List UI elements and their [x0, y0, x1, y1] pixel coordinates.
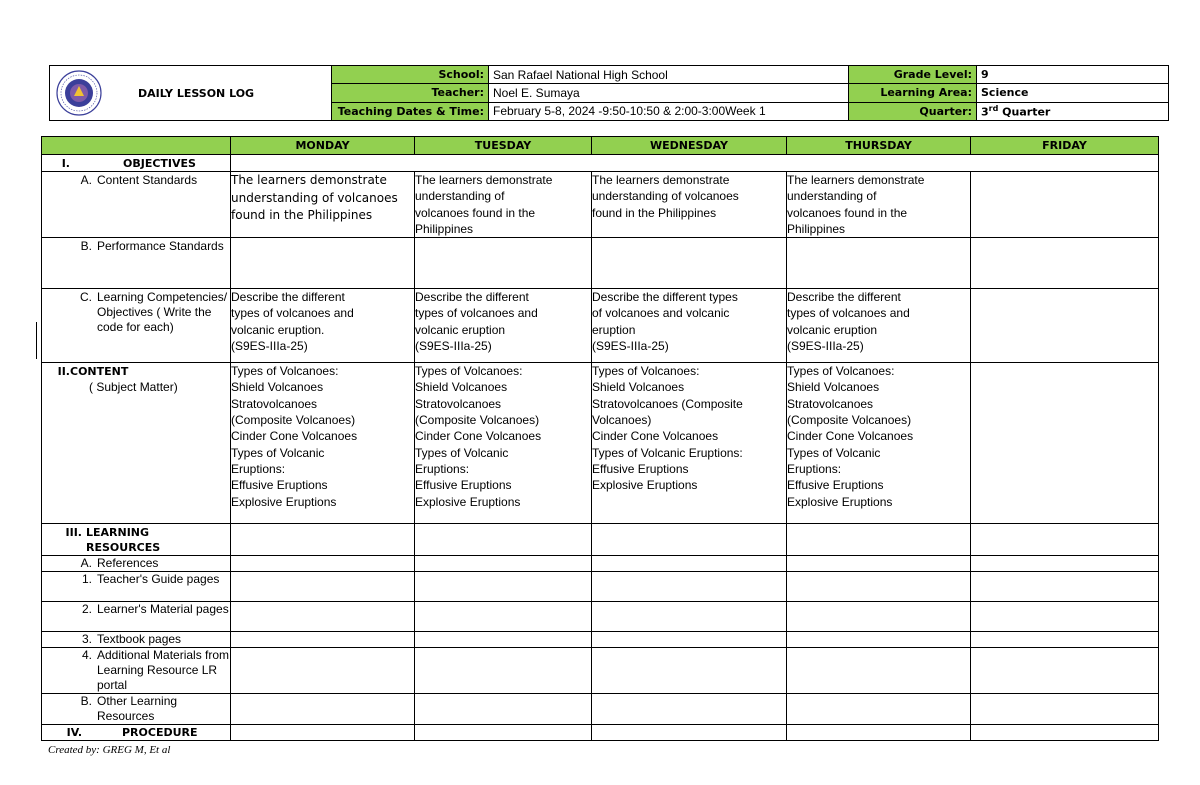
quarter-suffix: rd [988, 104, 999, 113]
friday-procedure [971, 725, 1159, 741]
resources-row [42, 524, 1159, 556]
thursday-content-standards [787, 172, 971, 238]
references-label: References [97, 556, 159, 571]
tuesday-content [415, 363, 592, 524]
wednesday-content [592, 363, 787, 524]
additional-materials-num: 4. [81, 648, 92, 663]
text-line: Types of Volcanic [787, 445, 881, 460]
thursday-content [787, 363, 971, 524]
friday-content-standards [971, 172, 1159, 238]
text-line: Explosive Eruptions [231, 494, 337, 509]
text-line: understanding of [787, 189, 877, 204]
text-line: of volcanoes and volcanic [592, 306, 730, 321]
learners-material-row [42, 602, 1159, 632]
thursday-textbook [787, 632, 971, 648]
teacher-label: Teacher: [332, 84, 489, 102]
text-line: The learners demonstrate [231, 173, 387, 187]
tuesday-procedure [415, 725, 592, 741]
quarter-number: 3 [981, 105, 989, 119]
text-line: understanding of volcanoes [592, 189, 739, 204]
other-resources-label-cell [42, 694, 231, 725]
text-line: The learners demonstrate [415, 173, 553, 187]
friday-other-resources [971, 694, 1159, 725]
text-line: types of volcanoes and [415, 306, 538, 321]
learning-area-value: Science [977, 84, 1169, 102]
text-line: (S9ES-IIIa-25) [415, 339, 492, 354]
monday-content [231, 363, 415, 524]
monday-content-standards [231, 172, 415, 238]
text-line: understanding of volcanoes [231, 190, 398, 205]
day-thursday: THURSDAY [787, 137, 971, 155]
monday-procedure [231, 725, 415, 741]
content-num: II. [57, 365, 70, 379]
day-wednesday: WEDNESDAY [592, 137, 787, 155]
margin-line [36, 322, 37, 359]
thursday-teachers-guide [787, 572, 971, 602]
text-line: Types of Volcanoes: [231, 364, 339, 379]
text-line: The learners demonstrate [787, 173, 925, 187]
textbook-num: 3. [81, 632, 92, 647]
other-resources-num: B. [80, 694, 92, 709]
text-line: Stratovolcanoes [231, 396, 318, 411]
day-monday: MONDAY [231, 137, 415, 155]
text-line: Explosive Eruptions [415, 494, 521, 509]
text-line: Stratovolcanoes [787, 396, 874, 411]
monday-teachers-guide [231, 572, 415, 602]
content-standards-label-cell [42, 172, 231, 238]
monday-references [231, 556, 415, 572]
thursday-other-resources [787, 694, 971, 725]
competencies-label-cell [42, 289, 231, 363]
thursday-performance-standards [787, 238, 971, 289]
thursday-references [787, 556, 971, 572]
thursday-competency [787, 289, 971, 363]
text-line: Eruptions: [787, 461, 842, 476]
monday-other-resources [231, 694, 415, 725]
tuesday-references [415, 556, 592, 572]
quarter-word: Quarter [998, 105, 1051, 119]
wednesday-resources [592, 524, 787, 556]
competencies-num: C. [80, 290, 92, 305]
text-line: Describe the different types [592, 290, 738, 305]
wednesday-additional-materials [592, 648, 787, 694]
teaching-dates-value: February 5-8, 2024 -9:50-10:50 & 2:00-3:00Week 1 [489, 102, 849, 120]
friday-resources [971, 524, 1159, 556]
text-line: Types of Volcanic [415, 445, 509, 460]
thursday-additional-materials [787, 648, 971, 694]
text-line: Cinder Cone Volcanoes [231, 429, 358, 444]
text-line: types of volcanoes and [231, 306, 354, 321]
wednesday-performance-standards [592, 238, 787, 289]
teacher-value: Noel E. Sumaya [489, 84, 849, 102]
references-row [42, 556, 1159, 572]
other-resources-row [42, 694, 1159, 725]
text-line: found in the Philippines [592, 205, 717, 220]
learners-material-label: Learner's Material pages [97, 602, 229, 617]
text-line: Effusive Eruptions [415, 478, 512, 493]
textbook-row [42, 632, 1159, 648]
lesson-grid [41, 136, 1159, 741]
text-line: Cinder Cone Volcanoes [592, 429, 719, 444]
procedure-label-cell [42, 725, 231, 741]
wednesday-learners-material [592, 602, 787, 632]
content-label-cell [42, 363, 231, 524]
competencies-label: Learning Competencies/ Objectives ( Write the code for each) [97, 290, 228, 335]
text-line: Shield Volcanoes [415, 380, 508, 395]
text-line: volcanoes found in the [787, 205, 908, 220]
tuesday-performance-standards [415, 238, 592, 289]
tuesday-competency [415, 289, 592, 363]
text-line: Types of Volcanoes: [787, 364, 895, 379]
monday-resources [231, 524, 415, 556]
text-line: Philippines [787, 221, 846, 236]
text-line: Effusive Eruptions [592, 461, 689, 476]
text-line: Effusive Eruptions [787, 478, 884, 493]
tuesday-content-standards [415, 172, 592, 238]
quarter-value [977, 102, 1169, 120]
text-line: (S9ES-IIIa-25) [231, 339, 308, 354]
content-standards-num: A. [80, 173, 92, 187]
deped-seal-icon [56, 70, 102, 116]
corner-cell [42, 137, 231, 155]
text-line: The learners demonstrate [592, 173, 730, 187]
performance-standards-num: B. [80, 239, 92, 254]
text-line: volcanic eruption [787, 322, 878, 337]
friday-textbook [971, 632, 1159, 648]
thursday-procedure [787, 725, 971, 741]
performance-standards-label-cell [42, 238, 231, 289]
thursday-resources [787, 524, 971, 556]
text-line: Cinder Cone Volcanoes [415, 429, 542, 444]
content-standards-label: Content Standards [97, 173, 198, 187]
text-line: Types of Volcanic [231, 445, 325, 460]
text-line: understanding of [415, 189, 505, 204]
tuesday-learners-material [415, 602, 592, 632]
text-line: Stratovolcanoes [415, 396, 502, 411]
wednesday-teachers-guide [592, 572, 787, 602]
friday-learners-material [971, 602, 1159, 632]
content-standards-row [42, 172, 1159, 238]
text-line: (Composite Volcanoes) [231, 413, 356, 428]
wednesday-competency [592, 289, 787, 363]
friday-teachers-guide [971, 572, 1159, 602]
day-friday: FRIDAY [971, 137, 1159, 155]
teachers-guide-label-cell [42, 572, 231, 602]
text-line: (Composite Volcanoes) [787, 413, 912, 428]
teachers-guide-num: 1. [81, 572, 92, 587]
friday-references [971, 556, 1159, 572]
monday-additional-materials [231, 648, 415, 694]
content-sub-label: ( Subject Matter) [89, 380, 178, 395]
school-label: School: [332, 66, 489, 84]
text-line: Describe the different [231, 290, 345, 305]
learning-area-label: Learning Area: [849, 84, 977, 102]
friday-additional-materials [971, 648, 1159, 694]
objectives-num: I. [61, 157, 70, 170]
content-label: CONTENT [70, 365, 129, 379]
footer-credit: Created by: GREG M, Et al [48, 744, 171, 756]
additional-materials-label-cell [42, 648, 231, 694]
text-line: (S9ES-IIIa-25) [592, 339, 669, 354]
text-line: Shield Volcanoes [231, 380, 324, 395]
day-header-row [42, 137, 1159, 155]
learners-material-label-cell [42, 602, 231, 632]
additional-materials-row [42, 648, 1159, 694]
text-line: eruption [592, 322, 636, 337]
teaching-dates-label: Teaching Dates & Time: [332, 102, 489, 120]
school-value: San Rafael National High School [489, 66, 849, 84]
text-line: Types of Volcanic Eruptions: [592, 445, 743, 460]
day-tuesday: TUESDAY [415, 137, 592, 155]
resources-label: LEARNING RESOURCES [86, 526, 161, 555]
text-line: Types of Volcanoes: [415, 364, 523, 379]
text-line: volcanic eruption. [231, 322, 325, 337]
text-line: (S9ES-IIIa-25) [787, 339, 864, 354]
teachers-guide-row [42, 572, 1159, 602]
text-line: Eruptions: [231, 461, 286, 476]
wednesday-references [592, 556, 787, 572]
grade-level-label: Grade Level: [849, 66, 977, 84]
tuesday-resources [415, 524, 592, 556]
wednesday-textbook [592, 632, 787, 648]
additional-materials-label: Additional Materials from Learning Resource LR portal [97, 648, 230, 693]
performance-standards-row [42, 238, 1159, 289]
monday-learners-material [231, 602, 415, 632]
textbook-label: Textbook pages [97, 632, 182, 647]
procedure-label: PROCEDURE [122, 726, 198, 740]
learners-material-num: 2. [81, 602, 92, 617]
text-line: types of volcanoes and [787, 306, 910, 321]
tuesday-additional-materials [415, 648, 592, 694]
performance-standards-label: Performance Standards [97, 239, 224, 254]
text-line: Describe the different [415, 290, 529, 305]
text-line: (Composite Volcanoes) [415, 413, 540, 428]
text-line: Types of Volcanoes: [592, 364, 700, 379]
tuesday-teachers-guide [415, 572, 592, 602]
text-line: Eruptions: [415, 461, 470, 476]
references-label-cell [42, 556, 231, 572]
text-line: Explosive Eruptions [787, 494, 893, 509]
objectives-label: OBJECTIVES [123, 157, 196, 170]
procedure-num: IV. [66, 726, 82, 740]
text-line: volcanic eruption [415, 322, 506, 337]
wednesday-other-resources [592, 694, 787, 725]
text-line: Shield Volcanoes [592, 380, 685, 395]
other-resources-label: Other Learning Resources [97, 694, 178, 724]
text-line: Effusive Eruptions [231, 478, 328, 493]
resources-num: III. [65, 526, 82, 540]
friday-performance-standards [971, 238, 1159, 289]
text-line: Shield Volcanoes [787, 380, 880, 395]
friday-competency [971, 289, 1159, 363]
resources-label-cell [42, 524, 231, 556]
text-line: found in the Philippines [231, 208, 373, 222]
textbook-label-cell [42, 632, 231, 648]
text-line: Explosive Eruptions [592, 478, 698, 493]
competencies-row [42, 289, 1159, 363]
lesson-log-header [49, 65, 1169, 121]
references-num: A. [80, 556, 92, 571]
quarter-label: Quarter: [849, 102, 977, 120]
text-line: Philippines [415, 221, 474, 236]
tuesday-other-resources [415, 694, 592, 725]
grade-level-value: 9 [977, 66, 1169, 84]
wednesday-content-standards [592, 172, 787, 238]
thursday-learners-material [787, 602, 971, 632]
text-line: Cinder Cone Volcanoes [787, 429, 914, 444]
page-title: DAILY LESSON LOG [138, 86, 255, 100]
text-line: volcanoes found in the [415, 205, 536, 220]
monday-performance-standards [231, 238, 415, 289]
monday-competency [231, 289, 415, 363]
procedure-row [42, 725, 1159, 741]
teachers-guide-label: Teacher's Guide pages [97, 572, 220, 587]
wednesday-procedure [592, 725, 787, 741]
text-line: Volcanoes) [592, 413, 652, 428]
monday-textbook [231, 632, 415, 648]
friday-content [971, 363, 1159, 524]
objectives-label-cell [42, 155, 231, 172]
content-row [42, 363, 1159, 524]
objectives-row [42, 155, 1159, 172]
title-cell [50, 66, 332, 121]
text-line: Describe the different [787, 290, 901, 305]
tuesday-textbook [415, 632, 592, 648]
text-line: Stratovolcanoes (Composite [592, 396, 743, 411]
objectives-span-cell [231, 155, 1159, 172]
